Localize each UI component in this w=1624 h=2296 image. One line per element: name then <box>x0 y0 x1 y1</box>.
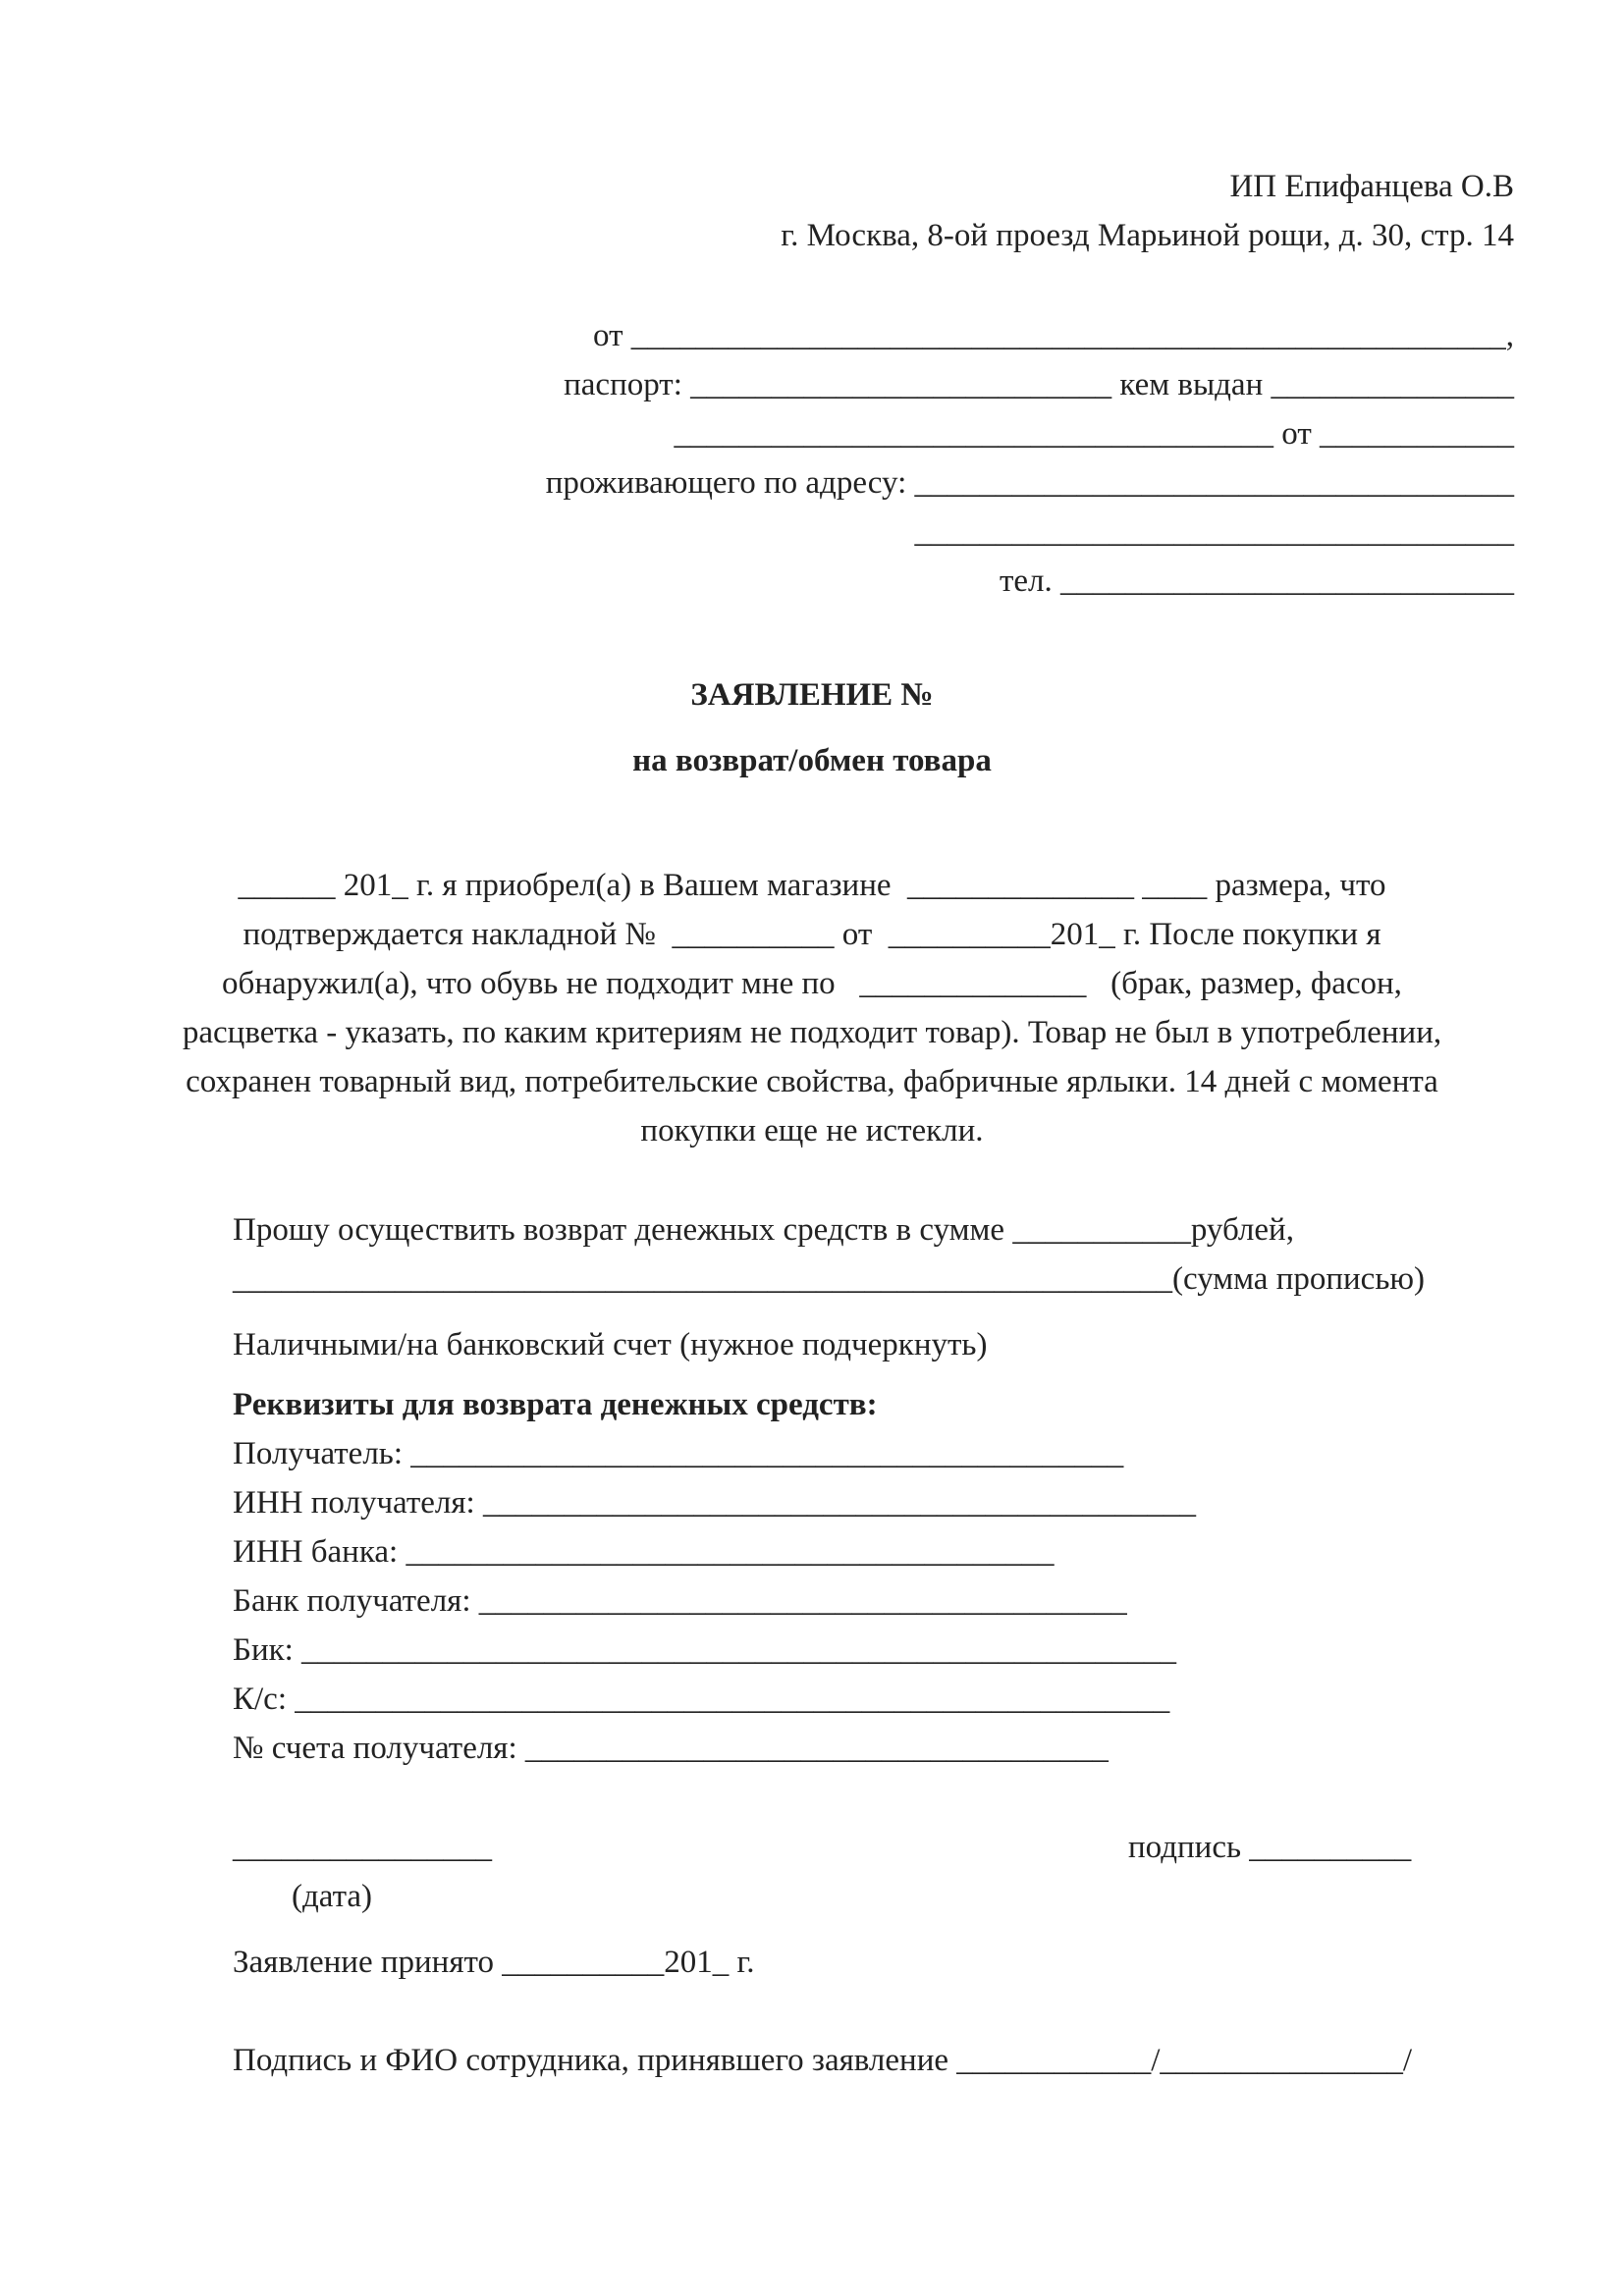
passport-field: паспорт: __________________________ кем выдан _______________ <box>564 367 1514 402</box>
residence-address-field: проживающего по адресу: _____________________________________ <box>545 465 1514 501</box>
accepted-field: Заявление принято __________201_ г. <box>233 1945 755 1980</box>
requisites-heading: Реквизиты для возврата денежных средств: <box>233 1387 878 1422</box>
passport-issued-field: _____________________________________ от ____________ <box>674 416 1514 452</box>
body-line-2: подтверждается накладной № __________ от __________201_ г. После покупки я <box>243 917 1381 952</box>
requisite-ks: К/с: ______________________________________________________ <box>233 1682 1170 1717</box>
requisite-bik: Бик: ______________________________________________________ <box>233 1632 1177 1668</box>
requisite-account: № счета получателя: ____________________________________ <box>233 1731 1109 1766</box>
refund-method: Наличными/на банковский счет (нужное подчеркнуть) <box>233 1327 988 1362</box>
requisite-bank: Банк получателя: ________________________________________ <box>233 1583 1127 1619</box>
residence-address-continuation: _____________________________________ <box>914 514 1514 550</box>
employee-signature-field: Подпись и ФИО сотрудника, принявшего заявление ____________/_______________/ <box>233 2043 1413 2078</box>
body-line-4: расцветка - указать, по каким критериям не подходит товар). Товар не был в употреблении, <box>182 1015 1442 1050</box>
body-line-5: сохранен товарный вид, потребительские свойства, фабричные ярлыки. 14 дней с момента <box>186 1064 1438 1099</box>
refund-request: Прошу осуществить возврат денежных средств в сумме ___________рублей, <box>233 1212 1294 1248</box>
date-label: (дата) <box>292 1879 373 1914</box>
body-line-1: ______ 201_ г. я приобрел(а) в Вашем магазине ______________ ____ размера, что <box>238 868 1386 903</box>
recipient-address: г. Москва, 8-ой проезд Марьиной рощи, д. 30, стр. 14 <box>781 218 1514 253</box>
document-title: ЗАЯВЛЕНИЕ № <box>690 677 934 713</box>
body-line-3: обнаружил(а), что обувь не подходит мне по ______________ (брак, размер, фасон, <box>222 966 1402 1001</box>
recipient-line: ИП Епифанцева О.В <box>1229 169 1514 204</box>
requisite-bank-inn: ИНН банка: ________________________________________ <box>233 1534 1055 1570</box>
date-blank: ________________ <box>233 1830 492 1865</box>
applicant-from-field: от ______________________________________________________, <box>593 318 1514 353</box>
requisite-recipient-inn: ИНН получателя: ____________________________________________ <box>233 1485 1196 1521</box>
refund-amount-words: __________________________________________________________(сумма прописью) <box>233 1261 1426 1297</box>
phone-field: тел. ____________________________ <box>999 563 1514 599</box>
signature-field: подпись __________ <box>1128 1830 1412 1865</box>
document-subtitle: на возврат/обмен товара <box>632 743 992 778</box>
body-line-6: покупки еще не истекли. <box>640 1113 984 1148</box>
requisite-recipient: Получатель: ____________________________________________ <box>233 1436 1124 1471</box>
